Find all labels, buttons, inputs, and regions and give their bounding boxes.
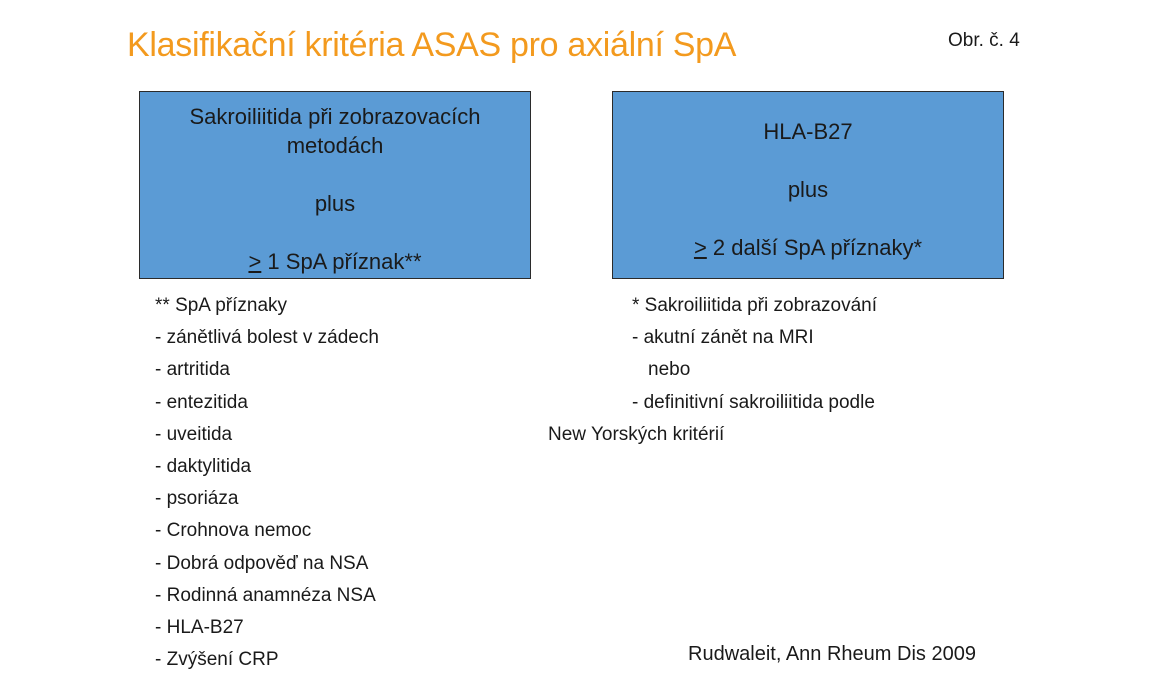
imaging-criteria-line2: metodách bbox=[286, 133, 384, 158]
hla-criteria-plus: plus bbox=[787, 177, 829, 202]
hla-criteria-line1: HLA-B27 bbox=[763, 119, 853, 144]
list-item: - uveitida bbox=[155, 423, 233, 445]
page-title: Klasifikační kritéria ASAS pro axiální SpA bbox=[127, 26, 737, 64]
imaging-criteria-line1: Sakroiliitida při zobrazovacích bbox=[189, 104, 481, 129]
list-item: - artritida bbox=[155, 359, 230, 381]
sacroiliitis-heading: * Sakroiliitida při zobrazování bbox=[632, 295, 878, 316]
hla-criteria-box bbox=[612, 91, 1004, 279]
imaging-criteria-requirement-text: 1 SpA příznak** bbox=[261, 249, 422, 274]
citation: Rudwaleit, Ann Rheum Dis 2009 bbox=[688, 643, 976, 665]
list-item: - definitivní sakroiliitida podle bbox=[632, 391, 875, 413]
greater-equal-symbol: > bbox=[693, 235, 707, 260]
hla-criteria-requirement bbox=[694, 233, 922, 262]
hla-criteria-requirement-text: 2 další SpA příznaky* bbox=[706, 235, 923, 260]
list-item: - HLA-B27 bbox=[155, 616, 244, 638]
imaging-criteria-requirement bbox=[248, 247, 421, 276]
greater-equal-symbol: > bbox=[248, 249, 262, 274]
imaging-criteria-box bbox=[139, 91, 531, 279]
list-item-continuation: New Yorských kritérií bbox=[548, 423, 725, 445]
list-item: - Dobrá odpověď na NSA bbox=[155, 552, 369, 574]
list-item: - zánětlivá bolest v zádech bbox=[155, 327, 379, 349]
list-item: - Zvýšení CRP bbox=[155, 649, 279, 671]
spa-features-heading: ** SpA příznaky bbox=[155, 295, 288, 316]
list-item: - daktylitida bbox=[155, 455, 252, 477]
figure-label: Obr. č. 4 bbox=[948, 30, 1020, 51]
spa-features-list bbox=[155, 290, 379, 676]
list-item: - Rodinná anamnéza NSA bbox=[155, 584, 376, 606]
list-connector: nebo bbox=[648, 359, 691, 381]
list-item: - entezitida bbox=[155, 391, 248, 413]
list-item: - Crohnova nemoc bbox=[155, 520, 312, 542]
list-item: - akutní zánět na MRI bbox=[632, 327, 814, 349]
imaging-criteria-plus: plus bbox=[314, 191, 356, 216]
list-item: - psoriáza bbox=[155, 488, 239, 510]
sacroiliitis-imaging-list bbox=[548, 290, 878, 451]
